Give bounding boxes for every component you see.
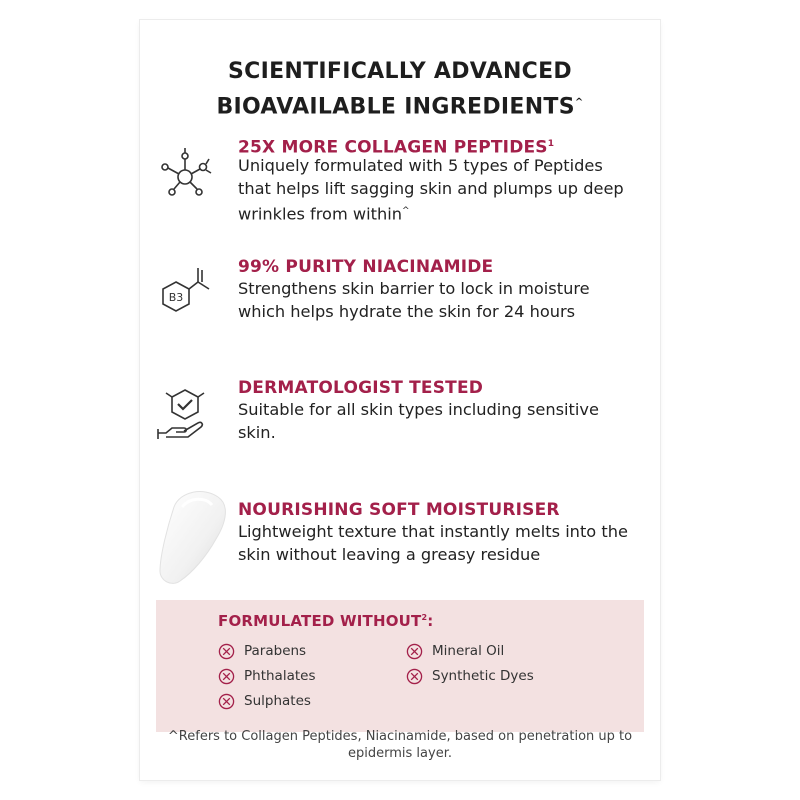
without-item-parabens [218,640,306,662]
without-item-label: Mineral Oil [432,643,505,659]
feature-desc: Suitable for all skin types including sensitive skin. [238,400,599,442]
formulated-without-mark: 2 [421,613,428,622]
feature-desc: Lightweight texture that instantly melts into the skin without leaving a greasy residue [238,522,628,564]
footnote: ^Refers to Collagen Peptides, Niacinamide, based on penetration up to epidermis layer. [167,729,633,761]
heading-line-1: SCIENTIFICALLY ADVANCED [228,59,572,84]
feature-title: 25X MORE COLLAGEN PEPTIDES [238,137,548,158]
circle-x-icon [406,643,423,660]
feature-title-mark: 1 [547,139,555,149]
b3-label: B3 [168,291,184,304]
main-heading [140,56,660,122]
without-item-phthalates [218,665,315,687]
circle-x-icon [406,668,423,685]
without-item-label: Parabens [244,643,307,659]
feature-desc: Uniquely formulated with 5 types of Peptides that helps lift sagging skin and plumps up deep wrinkles from within [238,156,624,224]
product-info-card [140,20,660,780]
without-item-mineral-oil [406,640,504,662]
without-item-sulphates [218,690,311,712]
feature-title: DERMATOLOGIST TESTED [238,378,484,398]
circle-x-icon [218,643,235,660]
feature-title: NOURISHING SOFT MOISTURISER [238,500,560,520]
without-item-label: Sulphates [244,693,311,709]
heading-mark: ^ [574,97,584,108]
formulated-without-panel: FORMULATED WITHOUT$^2$: Parabens Phthalates Sulphates Mineral Oil Synthetic Dyes [156,600,644,732]
heading-line-2: BIOAVAILABLE INGREDIENTS [216,94,575,120]
hand-check-icon [154,381,216,443]
feature-desc-mark: ^ [401,206,410,216]
circle-x-icon [218,693,235,710]
formulated-without-title: FORMULATED WITHOUT [218,612,422,630]
without-item-label: Synthetic Dyes [432,668,534,684]
feature-title: 99% PURITY NIACINAMIDE [238,257,494,277]
b3-hexagon-icon [154,258,216,320]
molecule-icon [154,141,216,203]
circle-x-icon [218,668,235,685]
without-item-synthetic-dyes [406,665,534,687]
cream-swatch-icon [146,477,236,587]
without-item-label: Phthalates [244,668,316,684]
feature-desc: Strengthens skin barrier to lock in moisture which helps hydrate the skin for 24 hours [238,279,590,321]
